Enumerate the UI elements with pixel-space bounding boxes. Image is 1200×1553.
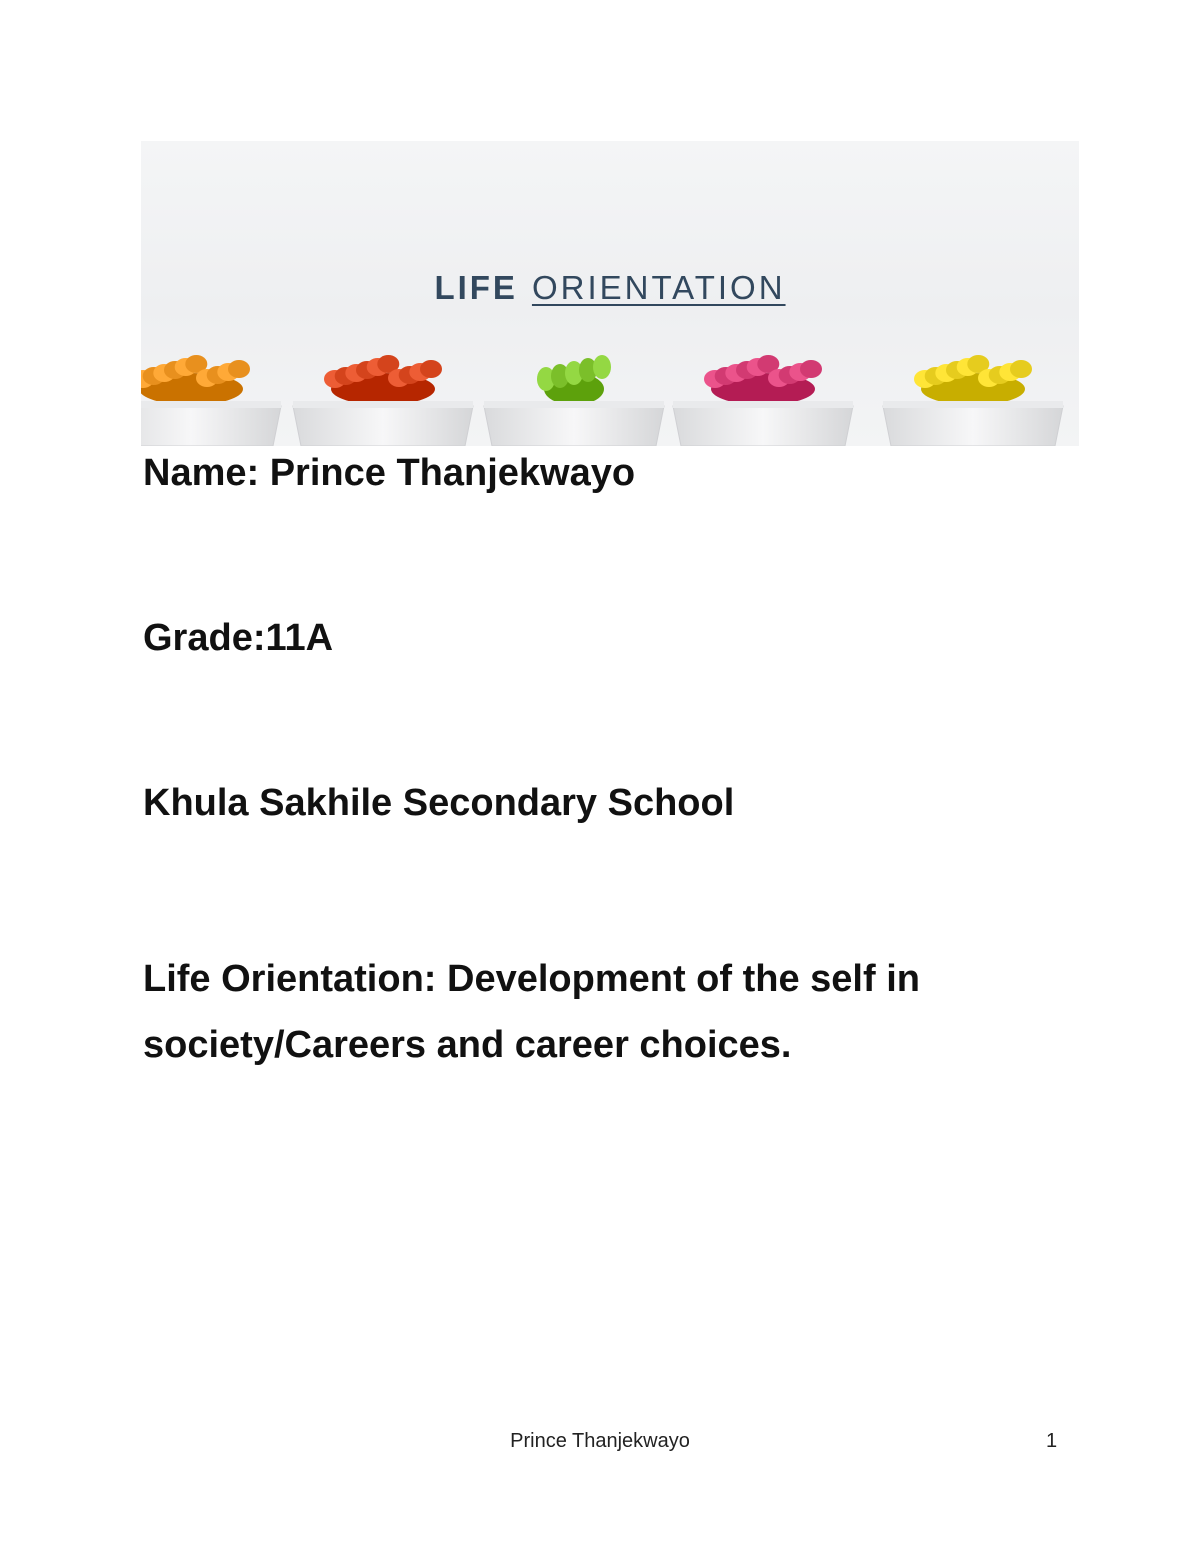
succulent-plant <box>324 355 442 405</box>
banner-title-bold: LIFE <box>434 269 518 306</box>
pot-rim <box>673 401 853 408</box>
footer-author: Prince Thanjekwayo <box>510 1430 690 1452</box>
cover-banner <box>141 141 1079 446</box>
succulent-pots-illustration <box>141 141 1079 446</box>
assignment-topic: Life Orientation: Development of the self in society/Careers and career choices. <box>143 958 920 1066</box>
succulent-plant <box>537 355 611 405</box>
succulent-plant <box>914 355 1032 405</box>
succulent-plant <box>141 355 250 405</box>
plant-pot <box>293 406 473 446</box>
plant-pot <box>673 406 853 446</box>
succulent-plant <box>704 355 822 405</box>
student-name: Name: Prince Thanjekwayo <box>143 452 636 494</box>
pot-rim <box>141 401 281 408</box>
banner-title-light: ORIENTATION <box>531 269 786 306</box>
footer-page-number: 1 <box>1046 1430 1058 1452</box>
student-grade: Grade:11A <box>143 617 334 659</box>
pot-rim <box>293 401 473 408</box>
school-name: Khula Sakhile Secondary School <box>143 782 735 824</box>
pot-rim <box>883 401 1063 408</box>
plant-pot <box>141 406 281 446</box>
plant-pot <box>484 406 664 446</box>
plant-pot <box>883 406 1063 446</box>
pot-rim <box>484 401 664 408</box>
